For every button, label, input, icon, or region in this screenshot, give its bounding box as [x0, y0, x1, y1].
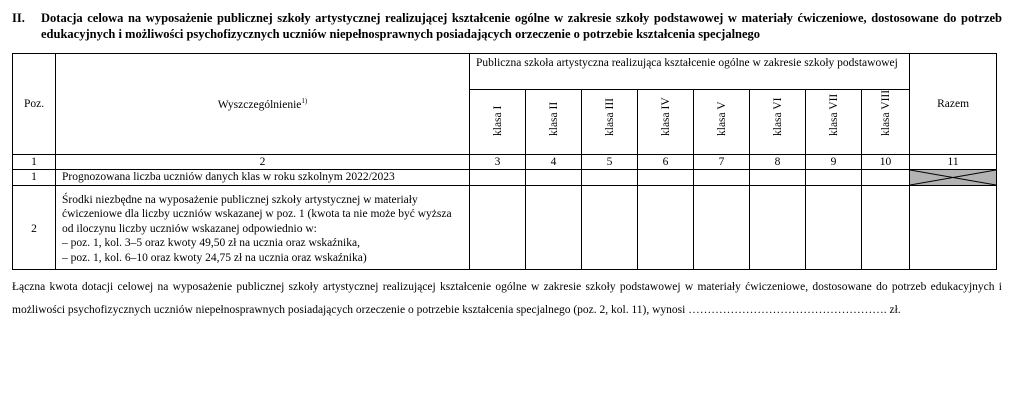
- header-class-8: [862, 90, 910, 155]
- class-label: klasa VII: [827, 93, 840, 136]
- row-poz: 2: [13, 186, 56, 270]
- column-number: 3: [470, 155, 526, 170]
- class-label: klasa I: [491, 105, 504, 136]
- description-line: ćwiczeniowe dla liczby uczniów wskazanej w poz. 1 (kwota ta nie może być wyższa: [62, 208, 452, 221]
- column-number: 8: [750, 155, 806, 170]
- header-wyszczegolnienie: [56, 54, 470, 155]
- column-number-row: [13, 155, 997, 170]
- input-cell[interactable]: [862, 170, 910, 186]
- table-row: [13, 186, 997, 270]
- class-label: klasa IV: [659, 97, 672, 136]
- section-number: II.: [12, 11, 25, 25]
- column-number: 1: [13, 155, 56, 170]
- header-class-1: [470, 90, 526, 155]
- header-poz: Poz.: [13, 54, 56, 155]
- input-cell[interactable]: [694, 170, 750, 186]
- section-heading: [12, 10, 1002, 42]
- input-cell[interactable]: [638, 186, 694, 270]
- column-number: 6: [638, 155, 694, 170]
- input-cell[interactable]: [694, 186, 750, 270]
- input-cell[interactable]: [582, 170, 638, 186]
- crossed-out-cell: [910, 170, 997, 186]
- header-class-5: [694, 90, 750, 155]
- description-line: od iloczynu liczby uczniów wskazanej odpowiednio w:: [62, 222, 317, 235]
- header-razem: Razem: [910, 54, 997, 155]
- table-row: [13, 170, 997, 186]
- header-class-7: [806, 90, 862, 155]
- column-number: 2: [56, 155, 470, 170]
- input-cell[interactable]: [910, 186, 997, 270]
- header-class-2: [526, 90, 582, 155]
- subsidy-table: [12, 53, 997, 270]
- input-cell[interactable]: [526, 170, 582, 186]
- header-school-group: Publiczna szkoła artystyczna realizująca kształcenie ogólne w zakresie szkoły podstawowej: [470, 54, 910, 90]
- header-class-3: [582, 90, 638, 155]
- input-cell[interactable]: [862, 186, 910, 270]
- input-cell[interactable]: [470, 186, 526, 270]
- input-cell[interactable]: [806, 186, 862, 270]
- input-cell[interactable]: [470, 170, 526, 186]
- total-amount-statement: Łączna kwota dotacji celowej na wyposażenie publicznej szkoły artystycznej realizującej kształcenie ogólne w zakresie szkoły podstawowej w materiały ćwiczeniowe, dostosowane do potrzeb edukacyjnych i możliwości psychofizycznych uczniów niepełnosprawnych posiadających orzeczenie o potrzebie kształcenia specjalnego (poz. 2, kol. 11), wynosi ……………………………………………. zł.: [12, 281, 1002, 316]
- input-cell[interactable]: [638, 170, 694, 186]
- footnote-marker: 1): [301, 97, 308, 106]
- column-number: 11: [910, 155, 997, 170]
- input-cell[interactable]: [526, 186, 582, 270]
- section-title: Dotacja celowa na wyposażenie publicznej szkoły artystycznej realizującej kształcenie ogólne w zakresie szkoły podstawowej w materiały ćwiczeniowe, dostosowane do potrzeb edukacyjnych i możliwości psychofizycznych uczniów niepełnosprawnych posiadających orzeczenie o potrzebie kształcenia specjalnego: [41, 11, 1002, 41]
- column-number: 9: [806, 155, 862, 170]
- row-description: Prognozowana liczba uczniów danych klas w roku szkolnym 2022/2023: [56, 170, 470, 186]
- description-line: Środki niezbędne na wyposażenie publicznej szkoły artystycznej w materiały: [62, 193, 418, 206]
- column-number: 10: [862, 155, 910, 170]
- cross-out-icon: [910, 170, 996, 185]
- class-label: klasa III: [603, 98, 616, 136]
- column-number: 7: [694, 155, 750, 170]
- row-poz: 1: [13, 170, 56, 186]
- input-cell[interactable]: [750, 186, 806, 270]
- input-cell[interactable]: [750, 170, 806, 186]
- class-label: klasa VIII: [879, 89, 892, 136]
- input-cell[interactable]: [806, 170, 862, 186]
- row-description: [56, 186, 470, 270]
- class-label: klasa V: [715, 101, 728, 136]
- description-line: – poz. 1, kol. 6–10 oraz kwoty 24,75 zł na ucznia oraz wskaźnika): [62, 251, 367, 264]
- input-cell[interactable]: [582, 186, 638, 270]
- header-wyszczegolnienie-label: Wyszczególnienie: [217, 98, 302, 111]
- header-class-4: [638, 90, 694, 155]
- class-label: klasa II: [547, 101, 560, 136]
- header-class-6: [750, 90, 806, 155]
- column-number: 4: [526, 155, 582, 170]
- column-number: 5: [582, 155, 638, 170]
- description-line: – poz. 1, kol. 3–5 oraz kwoty 49,50 zł na ucznia oraz wskaźnika,: [62, 237, 360, 250]
- class-label: klasa VI: [771, 97, 784, 136]
